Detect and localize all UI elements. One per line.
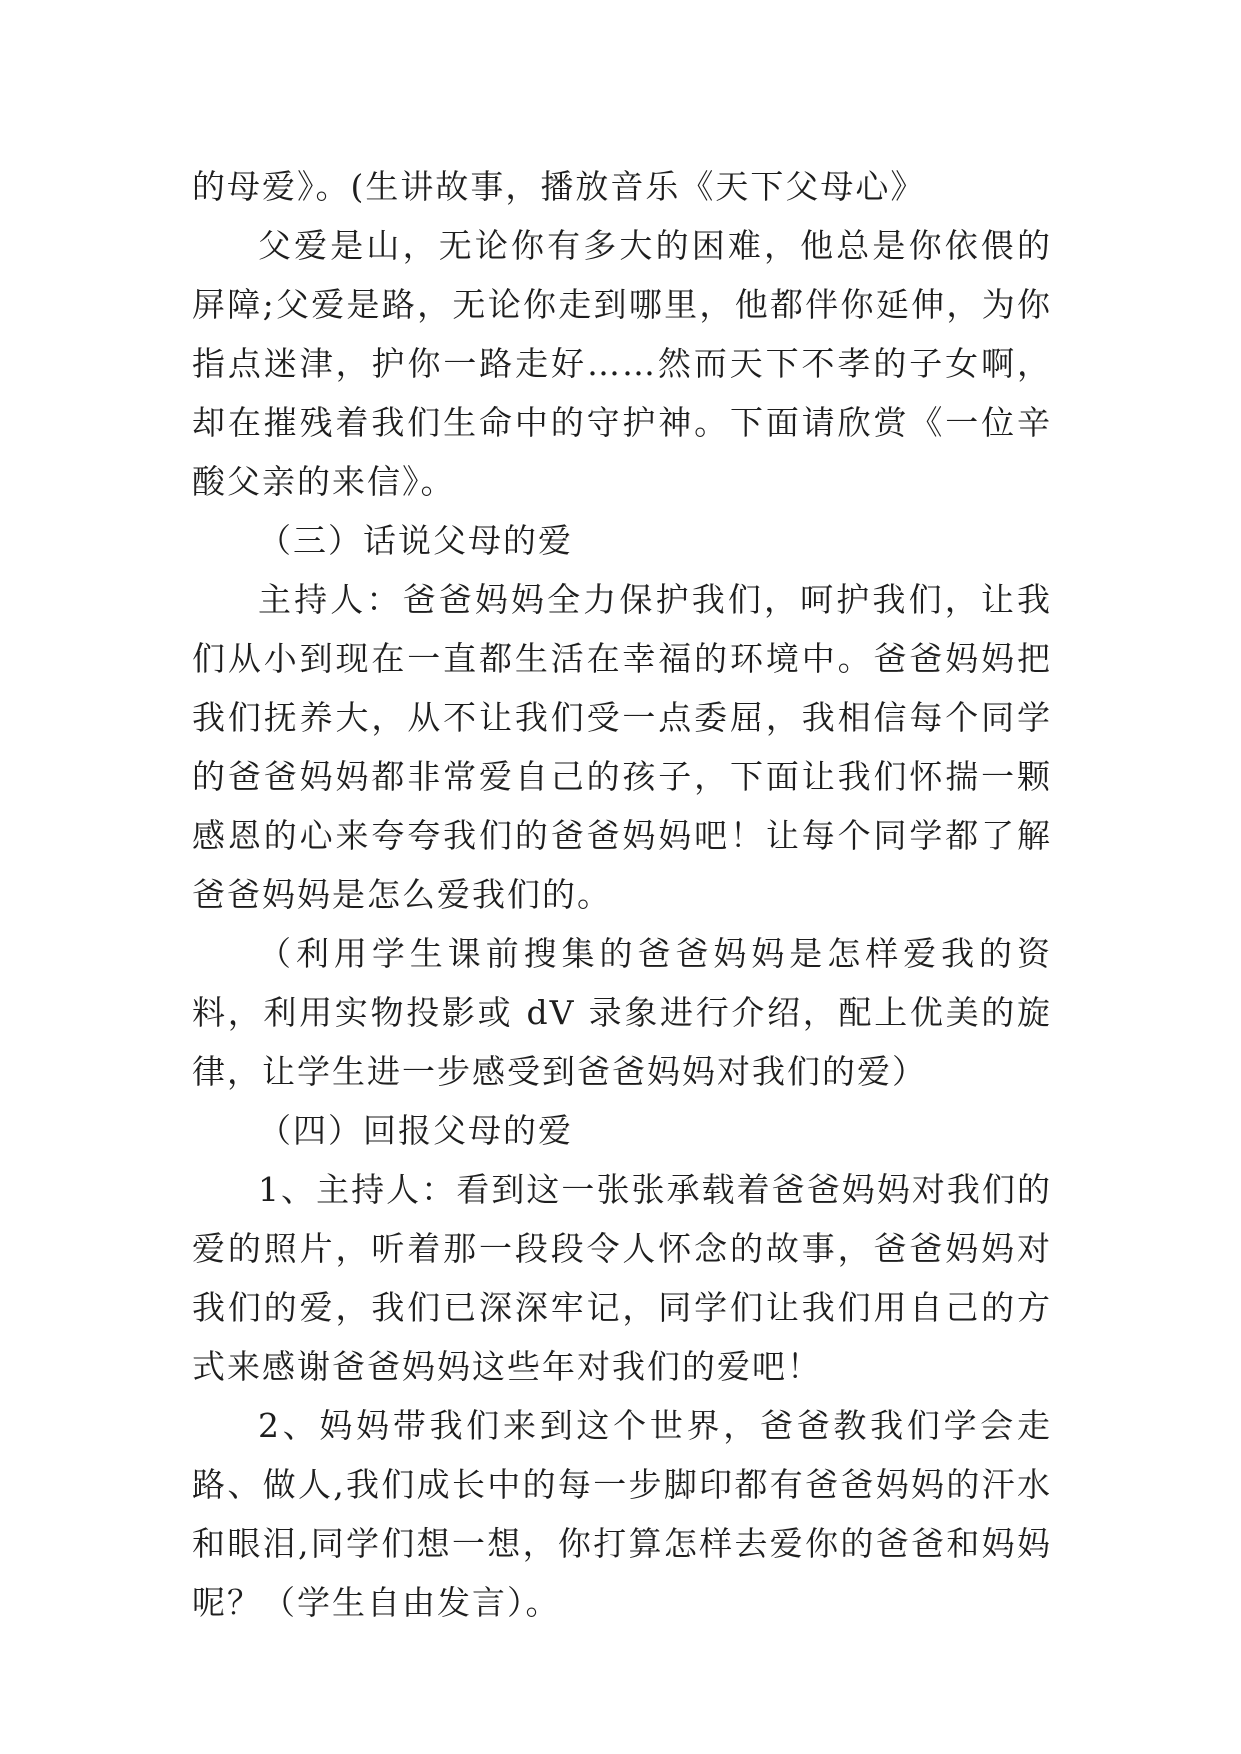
section-heading-four: （四）回报父母的爱 xyxy=(258,1111,573,1150)
paragraph-item-1: 1、主持人：看到这一张张承载着爸爸妈妈对我们的爱的照片，听着那一段段令人怀念的故事，爸爸妈妈对我们的爱，我们已深深牢记，同学们让我们用自己的方式来感谢爸爸妈妈这些年对我们的爱吧！ xyxy=(192,1170,1052,1386)
document-body xyxy=(192,157,1052,1632)
paragraph-activity-note: （利用学生课前搜集的爸爸妈妈是怎样爱我的资料，利用实物投影或 dV 录象进行介绍，配上优美的旋律，让学生进一步感受到爸爸妈妈对我们的爱） xyxy=(192,934,1052,1091)
paragraph-father-love: 父爱是山，无论你有多大的困难，他总是你依偎的屏障;父爱是路，无论你走到哪里，他都伴你延伸，为你指点迷津，护你一路走好……然而天下不孝的子女啊，却在摧残着我们生命中的守护神。下面请欣赏《一位辛酸父亲的来信》。 xyxy=(192,226,1052,501)
paragraph-continued: 的母爱》。(生讲故事，播放音乐《天下父母心》 xyxy=(192,167,926,206)
paragraph-item-2: 2、妈妈带我们来到这个世界，爸爸教我们学会走路、做人,我们成长中的每一步脚印都有爸爸妈妈的汗水和眼泪,同学们想一想，你打算怎样去爱你的爸爸和妈妈呢？（学生自由发言）。 xyxy=(192,1406,1052,1622)
paragraph-host-speech: 主持人：爸爸妈妈全力保护我们，呵护我们，让我们从小到现在一直都生活在幸福的环境中。爸爸妈妈把我们抚养大，从不让我们受一点委屈，我相信每个同学的爸爸妈妈都非常爱自己的孩子，下面让我们怀揣一颗感恩的心来夸夸我们的爸爸妈妈吧！让每个同学都了解爸爸妈妈是怎么爱我们的。 xyxy=(192,580,1052,914)
section-heading-three: （三）话说父母的爱 xyxy=(258,521,573,560)
